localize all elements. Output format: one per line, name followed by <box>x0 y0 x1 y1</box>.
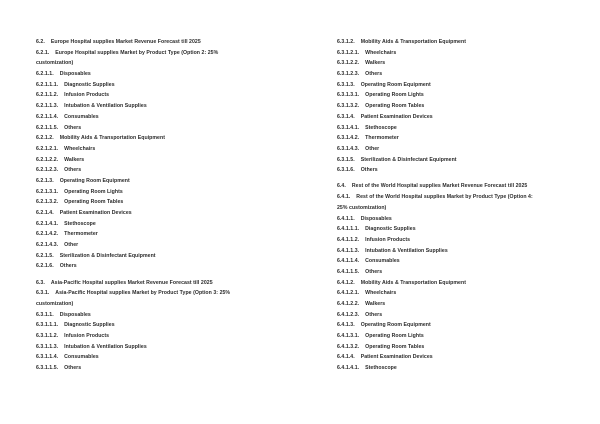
toc-entry-number: 6.2.1.4.3. <box>36 242 59 249</box>
toc-entry-title: Rest of the World Hospital supplies Market by Product Type (Option 4: <box>356 194 533 201</box>
toc-entry <box>337 69 597 80</box>
toc-entry-number: 6.4.1.3.1. <box>337 333 360 340</box>
toc-entry <box>36 342 296 353</box>
toc-entry-number: 6.4.1.1.2. <box>337 236 360 243</box>
toc-entry-title: Rest of the World Hospital supplies Market Revenue Forecast till 2025 <box>351 183 528 190</box>
toc-entry-title: Others <box>64 167 82 174</box>
toc-entry-number: 6.2.1.1.2. <box>36 92 59 99</box>
toc-entry-number: 6.4.1.2.1. <box>337 290 360 297</box>
toc-entry-number: 6.2.1.3. <box>36 177 54 184</box>
toc-entry-title: Operating Room Lights <box>365 92 424 99</box>
toc-entry-title: Mobility Aids & Transportation Equipment <box>59 135 165 142</box>
toc-entry <box>36 310 296 321</box>
toc-entry-number: 6.4.1.1. <box>337 215 355 222</box>
toc-entry-number: 6.3.1.3. <box>337 81 355 88</box>
toc-entry-number: 6.2.1.1.5. <box>36 124 59 131</box>
toc-entry <box>337 192 597 203</box>
toc-entry <box>36 331 296 342</box>
toc-entry-title: Wheelchairs <box>64 145 96 152</box>
toc-entry <box>337 224 597 235</box>
toc-entry <box>337 278 597 289</box>
toc-entry-continuation <box>337 203 597 214</box>
toc-entry-number: 6.4.1.2.3. <box>337 311 360 318</box>
toc-entry-number: 6.3.1.1.4. <box>36 354 59 361</box>
toc-entry <box>36 187 296 198</box>
toc-entry-number: 6.4.1.1.5. <box>337 268 360 275</box>
toc-entry <box>36 352 296 363</box>
toc-entry-title: Consumables <box>64 113 99 120</box>
toc-entry-number: 6.4.1. <box>337 194 351 201</box>
toc-entry <box>337 214 597 225</box>
toc-entry <box>36 278 296 289</box>
toc-entry <box>337 288 597 299</box>
toc-entry <box>36 320 296 331</box>
toc-column-left <box>36 37 296 374</box>
toc-entry-title: Walkers <box>365 301 386 307</box>
toc-entry <box>337 101 597 112</box>
toc-entry <box>36 240 296 251</box>
toc-entry-number: 6.3.1.2.3. <box>337 71 360 78</box>
toc-entry <box>337 331 597 342</box>
toc-entry-number: 6.3.1.4.3. <box>337 145 360 152</box>
toc-entry <box>337 299 597 310</box>
toc-entry-title: Thermometer <box>64 231 98 238</box>
toc-entry <box>337 267 597 278</box>
toc-entry <box>36 133 296 144</box>
toc-entry <box>337 352 597 363</box>
toc-entry <box>337 80 597 91</box>
toc-entry-number: 6.3.1.3.1. <box>337 92 360 99</box>
toc-entry-title: Europe Hospital supplies Market by Product Type (Option 2: 25% <box>55 49 219 56</box>
toc-entry-number: 6.2. <box>36 39 45 45</box>
toc-entry-title: Infusion Products <box>64 92 110 99</box>
toc-entry-title: Asia-Pacific Hospital supplies Market Revenue Forecast till 2025 <box>50 279 213 286</box>
toc-entry-title: Mobility Aids & Transportation Equipment <box>360 39 466 45</box>
toc-column-right <box>337 37 597 374</box>
toc-entry-title: Others <box>365 311 383 318</box>
toc-entry-number: 6.3.1.6. <box>337 167 355 174</box>
toc-entry-title: Others <box>64 124 82 131</box>
toc-entry-title-continued: customization) <box>36 60 74 67</box>
toc-entry-number: 6.2.1.4. <box>36 210 54 216</box>
toc-entry-title: Diagnostic Supplies <box>64 81 115 88</box>
toc-entry <box>36 363 296 374</box>
toc-entry <box>337 181 597 192</box>
toc-entry <box>337 58 597 69</box>
toc-entry-title: Others <box>64 365 82 372</box>
toc-entry-number: 6.3.1.4.1. <box>337 124 360 131</box>
toc-entry <box>36 48 296 59</box>
toc-entry-number: 6.4.1.4. <box>337 354 355 361</box>
toc-entry-title: Operating Room Tables <box>365 343 425 350</box>
toc-entry <box>36 197 296 208</box>
toc-entry-continuation <box>36 299 296 310</box>
toc-entry-title: Intubation & Ventilation Supplies <box>365 247 448 254</box>
toc-entry-number: 6.2.1.1.1. <box>36 81 59 88</box>
toc-entry-title: Others <box>365 268 383 275</box>
toc-entry <box>36 101 296 112</box>
toc-entry-title: Operating Room Lights <box>365 333 424 340</box>
toc-entry-number: 6.2.1.2. <box>36 135 54 142</box>
toc-entry <box>337 342 597 353</box>
toc-entry <box>36 37 296 48</box>
toc-entry <box>36 80 296 91</box>
toc-entry-title: Operating Room Equipment <box>360 322 431 329</box>
toc-entry <box>36 144 296 155</box>
toc-entry-title: Disposables <box>360 215 392 222</box>
toc-entry-title: Mobility Aids & Transportation Equipment <box>360 279 466 286</box>
toc-entry-title: Consumables <box>64 354 99 361</box>
toc-entry <box>337 112 597 123</box>
toc-entry-title: Others <box>360 167 378 174</box>
toc-entry-number: 6.4.1.1.1. <box>337 226 360 233</box>
toc-entry-number: 6.4.1.3.2. <box>337 343 360 350</box>
toc-entry-title-continued: 25% customization) <box>337 204 387 211</box>
toc-entry-title: Wheelchairs <box>365 49 397 56</box>
toc-entry-number: 6.4. <box>337 183 346 190</box>
toc-entry-number: 6.3.1.2.1. <box>337 49 360 56</box>
toc-entry-title: Patient Examination Devices <box>360 113 433 120</box>
toc-entry-number: 6.3.1.4. <box>337 113 355 120</box>
toc-entry <box>36 69 296 80</box>
toc-entry-number: 6.4.1.2. <box>337 279 355 286</box>
toc-entry <box>337 235 597 246</box>
toc-entry <box>337 310 597 321</box>
toc-entry-title: Walkers <box>365 60 386 67</box>
toc-entry-number: 6.3.1.1.1. <box>36 322 59 329</box>
toc-entry <box>36 288 296 299</box>
toc-entry-title: Disposables <box>59 71 91 78</box>
toc-entry-number: 6.2.1.1.3. <box>36 103 59 110</box>
toc-entry <box>337 90 597 101</box>
toc-entry-number: 6.2.1.4.1. <box>36 220 59 227</box>
toc-entry-title: Others <box>59 263 77 270</box>
toc-entry-number: 6.2.1. <box>36 49 50 56</box>
toc-entry <box>337 133 597 144</box>
toc-entry-title: Others <box>365 71 383 78</box>
toc-entry <box>337 363 597 374</box>
toc-entry-number: 6.4.1.2.2. <box>337 301 360 307</box>
toc-entry-title: Operating Room Equipment <box>360 81 431 88</box>
toc-entry-number: 6.3.1.4.2. <box>337 135 360 142</box>
toc-entry-number: 6.3.1.5. <box>337 156 355 163</box>
toc-entry-title: Sterilization & Disinfectant Equipment <box>360 156 457 163</box>
toc-entry-title: Operating Room Tables <box>365 103 425 110</box>
toc-entry-number: 6.4.1.3. <box>337 322 355 329</box>
toc-entry-number: 6.3.1. <box>36 290 50 297</box>
toc-entry <box>337 123 597 134</box>
toc-entry-title: Sterilization & Disinfectant Equipment <box>59 252 156 259</box>
toc-entry <box>36 123 296 134</box>
toc-entry-title: Consumables <box>365 258 400 265</box>
toc-entry <box>36 251 296 262</box>
toc-entry-title: Intubation & Ventilation Supplies <box>64 343 147 350</box>
toc-entry-continuation <box>36 58 296 69</box>
toc-entry-number: 6.4.1.1.4. <box>337 258 360 265</box>
toc-entry-number: 6.2.1.1. <box>36 71 54 78</box>
toc-entry-number: 6.2.1.2.2. <box>36 156 59 163</box>
toc-entry <box>337 155 597 166</box>
toc-entry-title: Thermometer <box>365 135 399 142</box>
toc-entry-number: 6.4.1.4.1. <box>337 365 360 372</box>
toc-entry-number: 6.3.1.1.3. <box>36 343 59 350</box>
toc-entry-number: 6.2.1.2.3. <box>36 167 59 174</box>
toc-entry-title: Operating Room Tables <box>64 199 124 206</box>
toc-entry-title: Infusion Products <box>365 236 411 243</box>
toc-entry-title: Asia-Pacific Hospital supplies Market by Product Type (Option 3: 25% <box>55 290 231 297</box>
toc-entry <box>36 90 296 101</box>
toc-entry-number: 6.2.1.3.2. <box>36 199 59 206</box>
toc-entry-title-continued: customization) <box>36 301 74 307</box>
toc-entry-number: 6.3.1.2.2. <box>337 60 360 67</box>
toc-entry <box>36 208 296 219</box>
toc-entry-title: Operating Room Equipment <box>59 177 130 184</box>
toc-entry-title: Other <box>365 145 380 152</box>
toc-entry-title: Patient Examination Devices <box>360 354 433 361</box>
toc-entry-number: 6.3.1.3.2. <box>337 103 360 110</box>
toc-entry <box>337 246 597 257</box>
toc-entry-number: 6.4.1.1.3. <box>337 247 360 254</box>
toc-entry-number: 6.3. <box>36 279 45 286</box>
toc-entry-number: 6.2.1.1.4. <box>36 113 59 120</box>
toc-entry <box>36 165 296 176</box>
toc-entry <box>36 155 296 166</box>
toc-entry-title: Diagnostic Supplies <box>64 322 115 329</box>
toc-entry-title: Other <box>64 242 79 249</box>
toc-entry <box>337 256 597 267</box>
toc-entry-title: Stethoscope <box>64 220 96 227</box>
toc-entry-number: 6.2.1.2.1. <box>36 145 59 152</box>
toc-entry-number: 6.3.1.1. <box>36 311 54 318</box>
toc-entry-number: 6.2.1.5. <box>36 252 54 259</box>
toc-entry-title: Stethoscope <box>365 124 397 131</box>
toc-entry <box>337 165 597 176</box>
toc-entry <box>337 320 597 331</box>
toc-entry-number: 6.3.1.1.5. <box>36 365 59 372</box>
toc-entry <box>36 219 296 230</box>
toc-entry <box>36 176 296 187</box>
toc-entry-number: 6.2.1.6. <box>36 263 54 270</box>
toc-entry <box>337 37 597 48</box>
toc-entry-title: Wheelchairs <box>365 290 397 297</box>
toc-entry <box>337 144 597 155</box>
toc-entry-title: Infusion Products <box>64 333 110 340</box>
toc-entry-title: Walkers <box>64 156 85 163</box>
toc-entry <box>36 112 296 123</box>
toc-entry-title: Disposables <box>59 311 91 318</box>
toc-entry-number: 6.3.1.1.2. <box>36 333 59 340</box>
toc-entry-number: 6.2.1.4.2. <box>36 231 59 238</box>
toc-entry-title: Patient Examination Devices <box>59 210 132 216</box>
toc-entry-title: Europe Hospital supplies Market Revenue Forecast till 2025 <box>50 39 201 45</box>
toc-entry <box>36 229 296 240</box>
toc-entry-title: Operating Room Lights <box>64 188 123 195</box>
toc-entry-title: Intubation & Ventilation Supplies <box>64 103 147 110</box>
toc-entry-number: 6.3.1.2. <box>337 39 355 45</box>
toc-entry <box>36 261 296 272</box>
toc-entry-title: Diagnostic Supplies <box>365 226 416 233</box>
toc-entry <box>337 48 597 59</box>
toc-entry-number: 6.2.1.3.1. <box>36 188 59 195</box>
toc-entry-title: Stethoscope <box>365 365 397 372</box>
